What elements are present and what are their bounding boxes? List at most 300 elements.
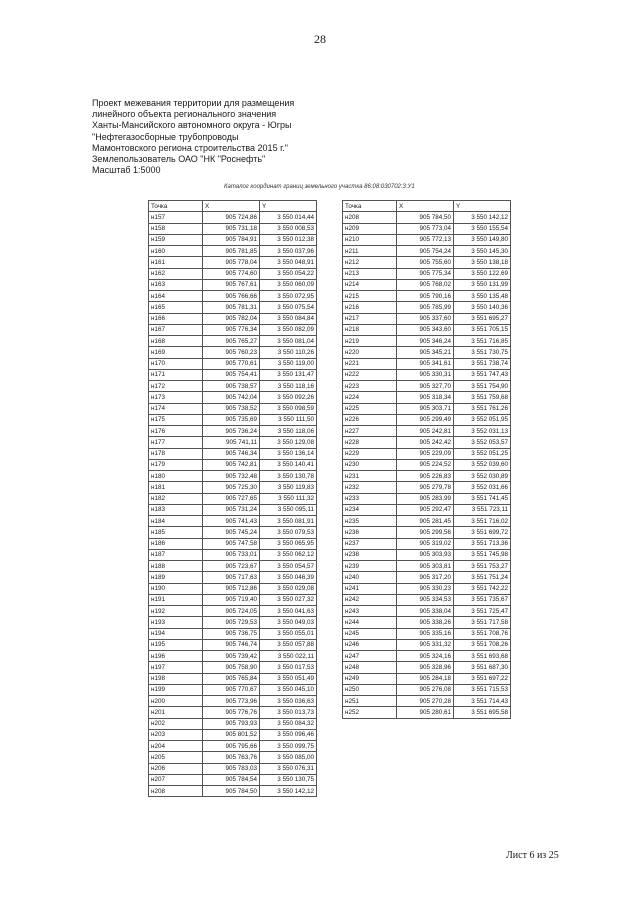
- table-row: [343, 279, 511, 290]
- cell-y: 3 550 075,54: [260, 302, 317, 313]
- cell-point: н224: [343, 392, 397, 403]
- cell-y: 3 550 145,30: [454, 246, 511, 257]
- cell-x: 905 317,20: [397, 572, 454, 583]
- cell-point: н191: [149, 594, 203, 605]
- coordinates-table-right: [342, 200, 511, 719]
- cell-y: 3 550 099,75: [260, 741, 317, 752]
- cell-x: 905 276,08: [397, 684, 454, 695]
- cell-y: 3 551 687,30: [454, 662, 511, 673]
- cell-point: н244: [343, 617, 397, 628]
- cell-x: 905 765,27: [203, 336, 260, 347]
- cell-x: 905 224,52: [397, 459, 454, 470]
- cell-y: 3 550 092,26: [260, 392, 317, 403]
- cell-x: 905 324,16: [397, 651, 454, 662]
- table-row: [343, 662, 511, 673]
- cell-x: 905 729,53: [203, 617, 260, 628]
- cell-x: 905 303,93: [397, 549, 454, 560]
- cell-y: 3 551 723,11: [454, 504, 511, 515]
- table-row: [149, 527, 317, 538]
- table-row: [343, 403, 511, 414]
- cell-y: 3 550 062,12: [260, 549, 317, 560]
- cell-point: н248: [343, 662, 397, 673]
- cell-x: 905 746,34: [203, 448, 260, 459]
- cell-y: 3 550 060,09: [260, 279, 317, 290]
- cell-x: 905 739,42: [203, 651, 260, 662]
- table-row: [149, 414, 317, 425]
- cell-y: 3 550 119,00: [260, 358, 317, 369]
- cell-x: 905 778,04: [203, 257, 260, 268]
- cell-x: 905 775,34: [397, 268, 454, 279]
- cell-y: 3 550 111,50: [260, 414, 317, 425]
- cell-x: 905 765,84: [203, 673, 260, 684]
- cell-x: 905 343,60: [397, 324, 454, 335]
- table-row: [149, 718, 317, 729]
- cell-y: 3 551 697,22: [454, 673, 511, 684]
- cell-point: н177: [149, 437, 203, 448]
- table-row: [343, 381, 511, 392]
- table-row: [149, 639, 317, 650]
- cell-x: 905 773,96: [203, 696, 260, 707]
- page-number: 28: [314, 32, 326, 46]
- cell-y: 3 550 012,38: [260, 234, 317, 245]
- cell-y: 3 550 118,16: [260, 381, 317, 392]
- cell-y: 3 550 118,06: [260, 426, 317, 437]
- header-line: линейного объекта регионального значения: [92, 109, 277, 120]
- cell-y: 3 552 051,95: [454, 414, 511, 425]
- cell-point: н212: [343, 257, 397, 268]
- cell-y: 3 551 751,24: [454, 572, 511, 583]
- cell-y: 3 551 761,26: [454, 403, 511, 414]
- cell-x: 905 738,52: [203, 403, 260, 414]
- table-row: [343, 572, 511, 583]
- table-row: [343, 696, 511, 707]
- cell-y: 3 550 140,41: [260, 459, 317, 470]
- cell-y: 3 550 008,53: [260, 223, 317, 234]
- cell-x: 905 782,04: [203, 313, 260, 324]
- cell-x: 905 727,65: [203, 493, 260, 504]
- header-line: "Нефтегазосборные трубопроводы: [92, 131, 239, 142]
- column-header-x: X: [397, 201, 454, 212]
- cell-y: 3 550 022,11: [260, 651, 317, 662]
- cell-x: 905 331,32: [397, 639, 454, 650]
- table-row: [343, 212, 511, 223]
- table-row: [149, 707, 317, 718]
- cell-point: н207: [149, 774, 203, 785]
- table-row: [149, 729, 317, 740]
- cell-x: 905 292,47: [397, 504, 454, 515]
- table-row: [149, 583, 317, 594]
- table-row: [343, 358, 511, 369]
- table-header-row: [343, 201, 511, 212]
- cell-point: н217: [343, 313, 397, 324]
- table-row: [149, 268, 317, 279]
- cell-y: 3 550 079,53: [260, 527, 317, 538]
- table-row: [149, 763, 317, 774]
- cell-x: 905 299,56: [397, 527, 454, 538]
- cell-x: 905 784,50: [397, 212, 454, 223]
- table-row: [343, 628, 511, 639]
- table-row: [149, 212, 317, 223]
- table-row: [149, 347, 317, 358]
- cell-x: 905 712,86: [203, 583, 260, 594]
- cell-x: 905 754,41: [203, 369, 260, 380]
- cell-x: 905 284,18: [397, 673, 454, 684]
- cell-x: 905 736,75: [203, 628, 260, 639]
- table-row: [343, 369, 511, 380]
- cell-x: 905 319,02: [397, 538, 454, 549]
- cell-x: 905 731,18: [203, 223, 260, 234]
- cell-x: 905 741,11: [203, 437, 260, 448]
- cell-point: н214: [343, 279, 397, 290]
- cell-y: 3 550 110,26: [260, 347, 317, 358]
- table-row: [343, 392, 511, 403]
- cell-x: 905 781,85: [203, 246, 260, 257]
- table-row: [149, 482, 317, 493]
- cell-point: н229: [343, 448, 397, 459]
- cell-x: 905 341,61: [397, 358, 454, 369]
- table-row: [149, 369, 317, 380]
- cell-x: 905 776,76: [203, 707, 260, 718]
- cell-y: 3 551 759,68: [454, 392, 511, 403]
- table-row: [149, 234, 317, 245]
- cell-point: н219: [343, 336, 397, 347]
- cell-point: н246: [343, 639, 397, 650]
- table-row: [149, 448, 317, 459]
- table-row: [343, 594, 511, 605]
- cell-y: 3 551 725,47: [454, 606, 511, 617]
- table-row: [343, 426, 511, 437]
- cell-y: 3 550 049,03: [260, 617, 317, 628]
- table-row: [343, 617, 511, 628]
- cell-point: н169: [149, 347, 203, 358]
- table-row: [149, 437, 317, 448]
- table-row: [343, 336, 511, 347]
- cell-x: 905 770,61: [203, 358, 260, 369]
- cell-y: 3 552 051,25: [454, 448, 511, 459]
- cell-y: 3 550 065,95: [260, 538, 317, 549]
- cell-x: 905 784,91: [203, 234, 260, 245]
- cell-y: 3 552 031,66: [454, 482, 511, 493]
- table-row: [343, 493, 511, 504]
- cell-point: н252: [343, 707, 397, 718]
- table-row: [149, 257, 317, 268]
- table-row: [149, 516, 317, 527]
- cell-y: 3 550 029,08: [260, 583, 317, 594]
- table-row: [149, 617, 317, 628]
- cell-point: н243: [343, 606, 397, 617]
- cell-x: 905 335,16: [397, 628, 454, 639]
- sheet-footer: Лист 6 из 25: [506, 850, 559, 861]
- cell-y: 3 550 048,91: [260, 257, 317, 268]
- cell-y: 3 551 713,36: [454, 538, 511, 549]
- cell-point: н247: [343, 651, 397, 662]
- cell-y: 3 551 715,53: [454, 684, 511, 695]
- cell-y: 3 551 716,85: [454, 336, 511, 347]
- cell-point: н209: [343, 223, 397, 234]
- cell-x: 905 793,93: [203, 718, 260, 729]
- table-row: [343, 651, 511, 662]
- cell-point: н205: [149, 752, 203, 763]
- cell-point: н181: [149, 482, 203, 493]
- cell-x: 905 776,34: [203, 324, 260, 335]
- table-row: [149, 336, 317, 347]
- table-row: [149, 403, 317, 414]
- cell-x: 905 724,05: [203, 606, 260, 617]
- cell-point: н185: [149, 527, 203, 538]
- column-header-x: X: [203, 201, 260, 212]
- table-row: [343, 246, 511, 257]
- table-row: [149, 358, 317, 369]
- cell-y: 3 552 031,13: [454, 426, 511, 437]
- cell-y: 3 550 072,95: [260, 291, 317, 302]
- cell-y: 3 551 716,02: [454, 516, 511, 527]
- cell-y: 3 550 055,01: [260, 628, 317, 639]
- cell-point: н175: [149, 414, 203, 425]
- cell-point: н206: [149, 763, 203, 774]
- table-row: [343, 561, 511, 572]
- table-row: [149, 651, 317, 662]
- cell-y: 3 551 735,67: [454, 594, 511, 605]
- cell-x: 905 772,13: [397, 234, 454, 245]
- cell-y: 3 551 730,75: [454, 347, 511, 358]
- cell-x: 905 242,81: [397, 426, 454, 437]
- cell-point: н198: [149, 673, 203, 684]
- cell-x: 905 733,01: [203, 549, 260, 560]
- cell-point: н157: [149, 212, 203, 223]
- cell-y: 3 551 714,43: [454, 696, 511, 707]
- cell-point: н166: [149, 313, 203, 324]
- table-row: [149, 324, 317, 335]
- cell-point: н174: [149, 403, 203, 414]
- table-row: [343, 324, 511, 335]
- table-row: [149, 696, 317, 707]
- cell-x: 905 280,61: [397, 707, 454, 718]
- table-row: [149, 662, 317, 673]
- table-row: [149, 774, 317, 785]
- cell-point: н251: [343, 696, 397, 707]
- cell-point: н237: [343, 538, 397, 549]
- cell-point: н231: [343, 471, 397, 482]
- cell-y: 3 551 738,74: [454, 358, 511, 369]
- column-header-point: Точка: [149, 201, 203, 212]
- table-row: [343, 639, 511, 650]
- cell-point: н208: [149, 786, 203, 797]
- table-row: [343, 437, 511, 448]
- cell-x: 905 763,76: [203, 752, 260, 763]
- cell-x: 905 226,83: [397, 471, 454, 482]
- cell-x: 905 328,96: [397, 662, 454, 673]
- cell-point: н196: [149, 651, 203, 662]
- table-row: [343, 257, 511, 268]
- cell-y: 3 551 695,58: [454, 707, 511, 718]
- cell-y: 3 550 037,96: [260, 246, 317, 257]
- cell-y: 3 550 076,31: [260, 763, 317, 774]
- cell-y: 3 551 745,98: [454, 549, 511, 560]
- cell-y: 3 551 693,68: [454, 651, 511, 662]
- cell-point: н223: [343, 381, 397, 392]
- cell-x: 905 731,24: [203, 504, 260, 515]
- cell-x: 905 229,09: [397, 448, 454, 459]
- cell-x: 905 338,04: [397, 606, 454, 617]
- cell-point: н167: [149, 324, 203, 335]
- header-line: Землепользователь ОАО "НК "Роснефть": [92, 154, 266, 165]
- cell-x: 905 318,34: [397, 392, 454, 403]
- cell-x: 905 742,04: [203, 392, 260, 403]
- cell-x: 905 242,42: [397, 437, 454, 448]
- cell-y: 3 550 054,22: [260, 268, 317, 279]
- cell-y: 3 550 142,12: [260, 786, 317, 797]
- cell-x: 905 758,90: [203, 662, 260, 673]
- cell-y: 3 551 705,15: [454, 324, 511, 335]
- cell-point: н192: [149, 606, 203, 617]
- cell-point: н249: [343, 673, 397, 684]
- cell-point: н222: [343, 369, 397, 380]
- cell-point: н161: [149, 257, 203, 268]
- cell-y: 3 550 051,49: [260, 673, 317, 684]
- cell-y: 3 550 149,80: [454, 234, 511, 245]
- header-line: Масштаб 1:5000: [92, 165, 161, 176]
- cell-point: н176: [149, 426, 203, 437]
- cell-point: н194: [149, 628, 203, 639]
- table-row: [343, 684, 511, 695]
- table-row: [149, 392, 317, 403]
- table-row: [149, 684, 317, 695]
- cell-point: н218: [343, 324, 397, 335]
- cell-x: 905 281,45: [397, 516, 454, 527]
- cell-point: н228: [343, 437, 397, 448]
- cell-point: н240: [343, 572, 397, 583]
- cell-x: 905 327,70: [397, 381, 454, 392]
- cell-y: 3 550 129,08: [260, 437, 317, 448]
- cell-point: н200: [149, 696, 203, 707]
- cell-x: 905 717,63: [203, 572, 260, 583]
- table-row: [149, 752, 317, 763]
- table-row: [343, 302, 511, 313]
- cell-y: 3 550 045,10: [260, 684, 317, 695]
- header-line: Ханты-Мансийского автономного округа - Югры: [92, 120, 292, 131]
- cell-point: н186: [149, 538, 203, 549]
- cell-x: 905 790,16: [397, 291, 454, 302]
- table-row: [343, 448, 511, 459]
- table-row: [149, 426, 317, 437]
- cell-y: 3 550 131,99: [454, 279, 511, 290]
- cell-y: 3 551 699,72: [454, 527, 511, 538]
- cell-point: н162: [149, 268, 203, 279]
- cell-point: н234: [343, 504, 397, 515]
- table-row: [149, 313, 317, 324]
- cell-point: н208: [343, 212, 397, 223]
- header-line: Мамонтовского региона строительства 2015 г.": [92, 142, 288, 153]
- table-row: [149, 459, 317, 470]
- cell-x: 905 334,53: [397, 594, 454, 605]
- cell-y: 3 550 111,32: [260, 493, 317, 504]
- cell-x: 905 768,02: [397, 279, 454, 290]
- cell-point: н250: [343, 684, 397, 695]
- cell-y: 3 550 095,11: [260, 504, 317, 515]
- cell-x: 905 736,24: [203, 426, 260, 437]
- catalog-title: Каталог координат границ земельного участка 86:08:030702:3:У1: [224, 184, 415, 190]
- cell-point: н236: [343, 527, 397, 538]
- coordinates-table-left: [148, 200, 317, 797]
- cell-y: 3 550 098,59: [260, 403, 317, 414]
- cell-x: 905 742,81: [203, 459, 260, 470]
- table-row: [149, 504, 317, 515]
- cell-x: 905 330,31: [397, 369, 454, 380]
- cell-y: 3 550 084,32: [260, 718, 317, 729]
- cell-y: 3 551 695,27: [454, 313, 511, 324]
- cell-point: н165: [149, 302, 203, 313]
- cell-y: 3 550 085,00: [260, 752, 317, 763]
- table-row: [343, 673, 511, 684]
- cell-x: 905 741,43: [203, 516, 260, 527]
- cell-point: н188: [149, 561, 203, 572]
- table-row: [343, 291, 511, 302]
- table-row: [149, 381, 317, 392]
- cell-x: 905 760,23: [203, 347, 260, 358]
- table-header-row: [149, 201, 317, 212]
- cell-x: 905 766,66: [203, 291, 260, 302]
- cell-point: н227: [343, 426, 397, 437]
- cell-y: 3 550 136,14: [260, 448, 317, 459]
- table-row: [343, 313, 511, 324]
- table-row: [149, 538, 317, 549]
- cell-y: 3 551 717,58: [454, 617, 511, 628]
- cell-x: 905 785,99: [397, 302, 454, 313]
- cell-point: н184: [149, 516, 203, 527]
- cell-point: н238: [343, 549, 397, 560]
- table-row: [149, 246, 317, 257]
- cell-point: н168: [149, 336, 203, 347]
- table-row: [149, 572, 317, 583]
- cell-x: 905 725,30: [203, 482, 260, 493]
- cell-point: н201: [149, 707, 203, 718]
- cell-y: 3 550 140,36: [454, 302, 511, 313]
- cell-y: 3 550 096,46: [260, 729, 317, 740]
- cell-point: н173: [149, 392, 203, 403]
- cell-point: н216: [343, 302, 397, 313]
- cell-point: н195: [149, 639, 203, 650]
- table-row: [149, 223, 317, 234]
- cell-point: н226: [343, 414, 397, 425]
- cell-x: 905 767,61: [203, 279, 260, 290]
- cell-x: 905 783,03: [203, 763, 260, 774]
- cell-point: н239: [343, 561, 397, 572]
- table-row: [149, 471, 317, 482]
- table-row: [343, 504, 511, 515]
- cell-point: н159: [149, 234, 203, 245]
- cell-x: 905 283,99: [397, 493, 454, 504]
- cell-x: 905 801,52: [203, 729, 260, 740]
- table-row: [343, 471, 511, 482]
- table-row: [149, 606, 317, 617]
- cell-point: н210: [343, 234, 397, 245]
- table-row: [343, 606, 511, 617]
- cell-point: н180: [149, 471, 203, 482]
- cell-x: 905 795,66: [203, 741, 260, 752]
- cell-point: н171: [149, 369, 203, 380]
- table-row: [149, 628, 317, 639]
- cell-x: 905 747,58: [203, 538, 260, 549]
- cell-point: н187: [149, 549, 203, 560]
- cell-x: 905 346,24: [397, 336, 454, 347]
- cell-y: 3 550 041,63: [260, 606, 317, 617]
- table-row: [343, 234, 511, 245]
- cell-point: н203: [149, 729, 203, 740]
- cell-y: 3 550 130,78: [260, 471, 317, 482]
- table-row: [343, 538, 511, 549]
- cell-point: н189: [149, 572, 203, 583]
- cell-x: 905 784,50: [203, 786, 260, 797]
